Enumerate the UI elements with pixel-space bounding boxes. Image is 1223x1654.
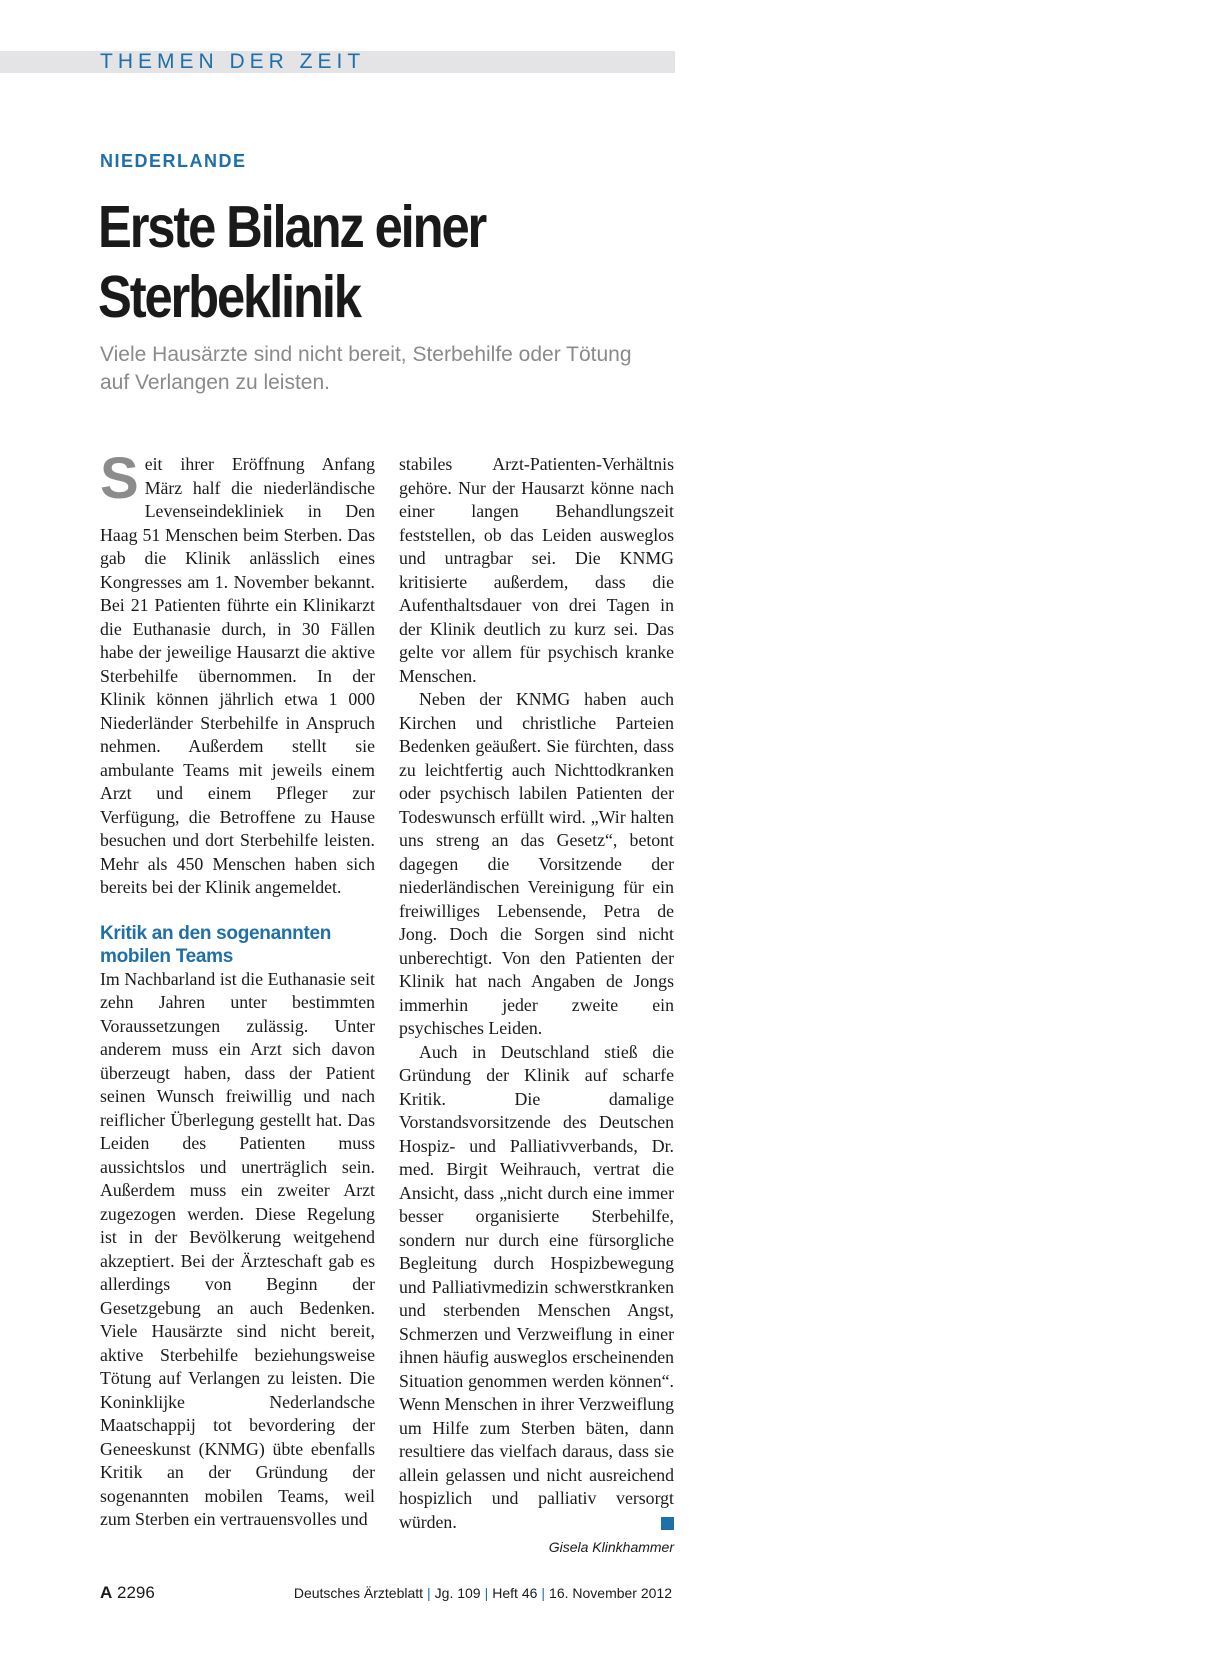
paragraph-3: stabiles Arzt-Patienten-Verhältnis gehöre. Nur der Hausarzt könne nach einer langen Behandlungszeit feststellen, ob das Leiden ausweglos und untragbar sei. Die KNMG kritisierte außerdem, dass die Aufenthaltsdauer von drei Tagen in der Klinik deutlich zu kurz sei. Das gelte vor allem für psychisch kranke Menschen. [399, 454, 674, 686]
separator: | [427, 1585, 431, 1601]
paragraph-2: Im Nachbarland ist die Euthanasie seit zehn Jahren unter bestimmten Voraussetzungen zulässig. Unter anderem muss ein Arzt sich davon überzeugt haben, dass der Patient seinen Wunsch freiwillig und nach reiflicher Überlegung gestellt hat. Das Leiden des Patienten muss aussichtslos und unerträglich sein. Außerdem muss ein zweiter Arzt zugezogen werden. Diese Regelung ist in der Bevölkerung weitgehend akzeptiert. Bei der Ärzteschaft gab es allerdings von Beginn der Gesetzgebung an auch Bedenken. Viele Hausärzte sind nicht bereit, aktive Sterbehilfe beziehungsweise Tötung auf Verlangen zu leisten. Die Koninklijke Nederlandsche Maatschappij tot bevordering der Geneeskunst (KNMG) übte ebenfalls Kritik an der Gründung der sogenannten mobilen Teams, weil zum Sterben ein vertrauensvolles und [100, 968, 375, 1529]
paragraph-1 [100, 446, 375, 900]
paragraph-4: Neben der KNMG haben auch Kirchen und christliche Parteien Bedenken geäußert. Sie fürchten, dass zu leichtfertig auch Nichttodkranken oder psychisch labilen Patienten der Todeswunsch erfüllt wird. „Wir halten uns streng an das Gesetz“, betont dagegen die Vorsitzende der niederländischen Vereinigung für ein freiwilliges Lebensende, Petra de Jong. Doch die Sorgen sind nicht unberechtigt. Von den Patienten der Klinik hat nach Angaben de Jongs immerhin jeder zweite ein psychisches Leiden. [399, 689, 674, 1038]
paragraph-5 [399, 1041, 674, 1535]
article-title [98, 192, 614, 332]
paragraph-5-text: Auch in Deutschland stieß die Gründung der Klinik auf scharfe Kritik. Die damalige Vorstandsvorsitzende des Deutschen Hospiz- und Palliativverbands, Dr. med. Birgit Weihrauch, vertrat die Ansicht, dass „nicht durch eine immer besser organisierte Sterbehilfe, sondern nur durch eine fürsorgliche Begleitung durch Hospizbewegung und Palliativmedizin schwerstkranken und sterbenden Menschen Angst, Schmerzen und Verzweiflung in einer ihnen häufig ausweglos erscheinenden Situation genommen werden können“. Wenn Menschen in ihrer Verzweiflung um Hilfe zum Sterben bäten, dann resultiere das vielfach daraus, dass sie allein gelassen und nicht ausreichend hospizlich und palliativ versorgt würden. [399, 1041, 674, 1532]
title-line-2: Sterbeklinik [98, 264, 360, 330]
column-left [100, 446, 375, 1532]
section-header: THEMEN DER ZEIT [100, 50, 366, 73]
article-subtitle: Viele Hausärzte sind nicht bereit, Sterbehilfe oder Tötung auf Verlangen zu leisten. [100, 343, 632, 394]
drop-cap: S [100, 446, 139, 511]
journal-name: Deutsches Ärzteblatt [293, 1585, 424, 1601]
author: Gisela Klinkhammer [548, 1539, 674, 1555]
column-right [399, 453, 674, 1560]
kicker: NIEDERLANDE [100, 151, 247, 171]
journal-date: 16. November 2012 [549, 1585, 672, 1601]
page-number-value: 2296 [117, 1583, 155, 1602]
journal-issue: Heft 46 [492, 1585, 538, 1601]
page-number [100, 1583, 155, 1603]
journal-info [294, 1585, 672, 1601]
separator: | [484, 1585, 489, 1601]
separator: | [541, 1585, 546, 1601]
subheading: Kritik an den sogenannten mobilen Teams [100, 922, 332, 967]
page-prefix: A [100, 1583, 113, 1602]
paragraph-1-text: eit ihrer Eröffnung Anfang März half die niederländische Levenseindekliniek in Den Haag 51 Menschen beim Sterben. Das gab die Klinik anlässlich eines Kongresses am 1. November bekannt. Bei 21 Patienten führte ein Klinikarzt die Euthanasie durch, in 30 Fällen habe der jeweilige Hausarzt die aktive Sterbehilfe übernommen. In der Klinik können jährlich etwa 1 000 Niederländer Sterbehilfe in Anspruch nehmen. Außerdem stellt sie ambulante Teams mit jeweils einem Arzt und einem Pfleger zur Verfügung, die Betroffene zu Hause besuchen und dort Sterbehilfe leisten. Mehr als 450 Menschen haben sich bereits bei der Klinik angemeldet. [100, 454, 375, 897]
title-line-1: Erste Bilanz einer [98, 194, 486, 260]
end-mark-icon [661, 1517, 674, 1530]
journal-volume: Jg. 109 [434, 1585, 481, 1601]
